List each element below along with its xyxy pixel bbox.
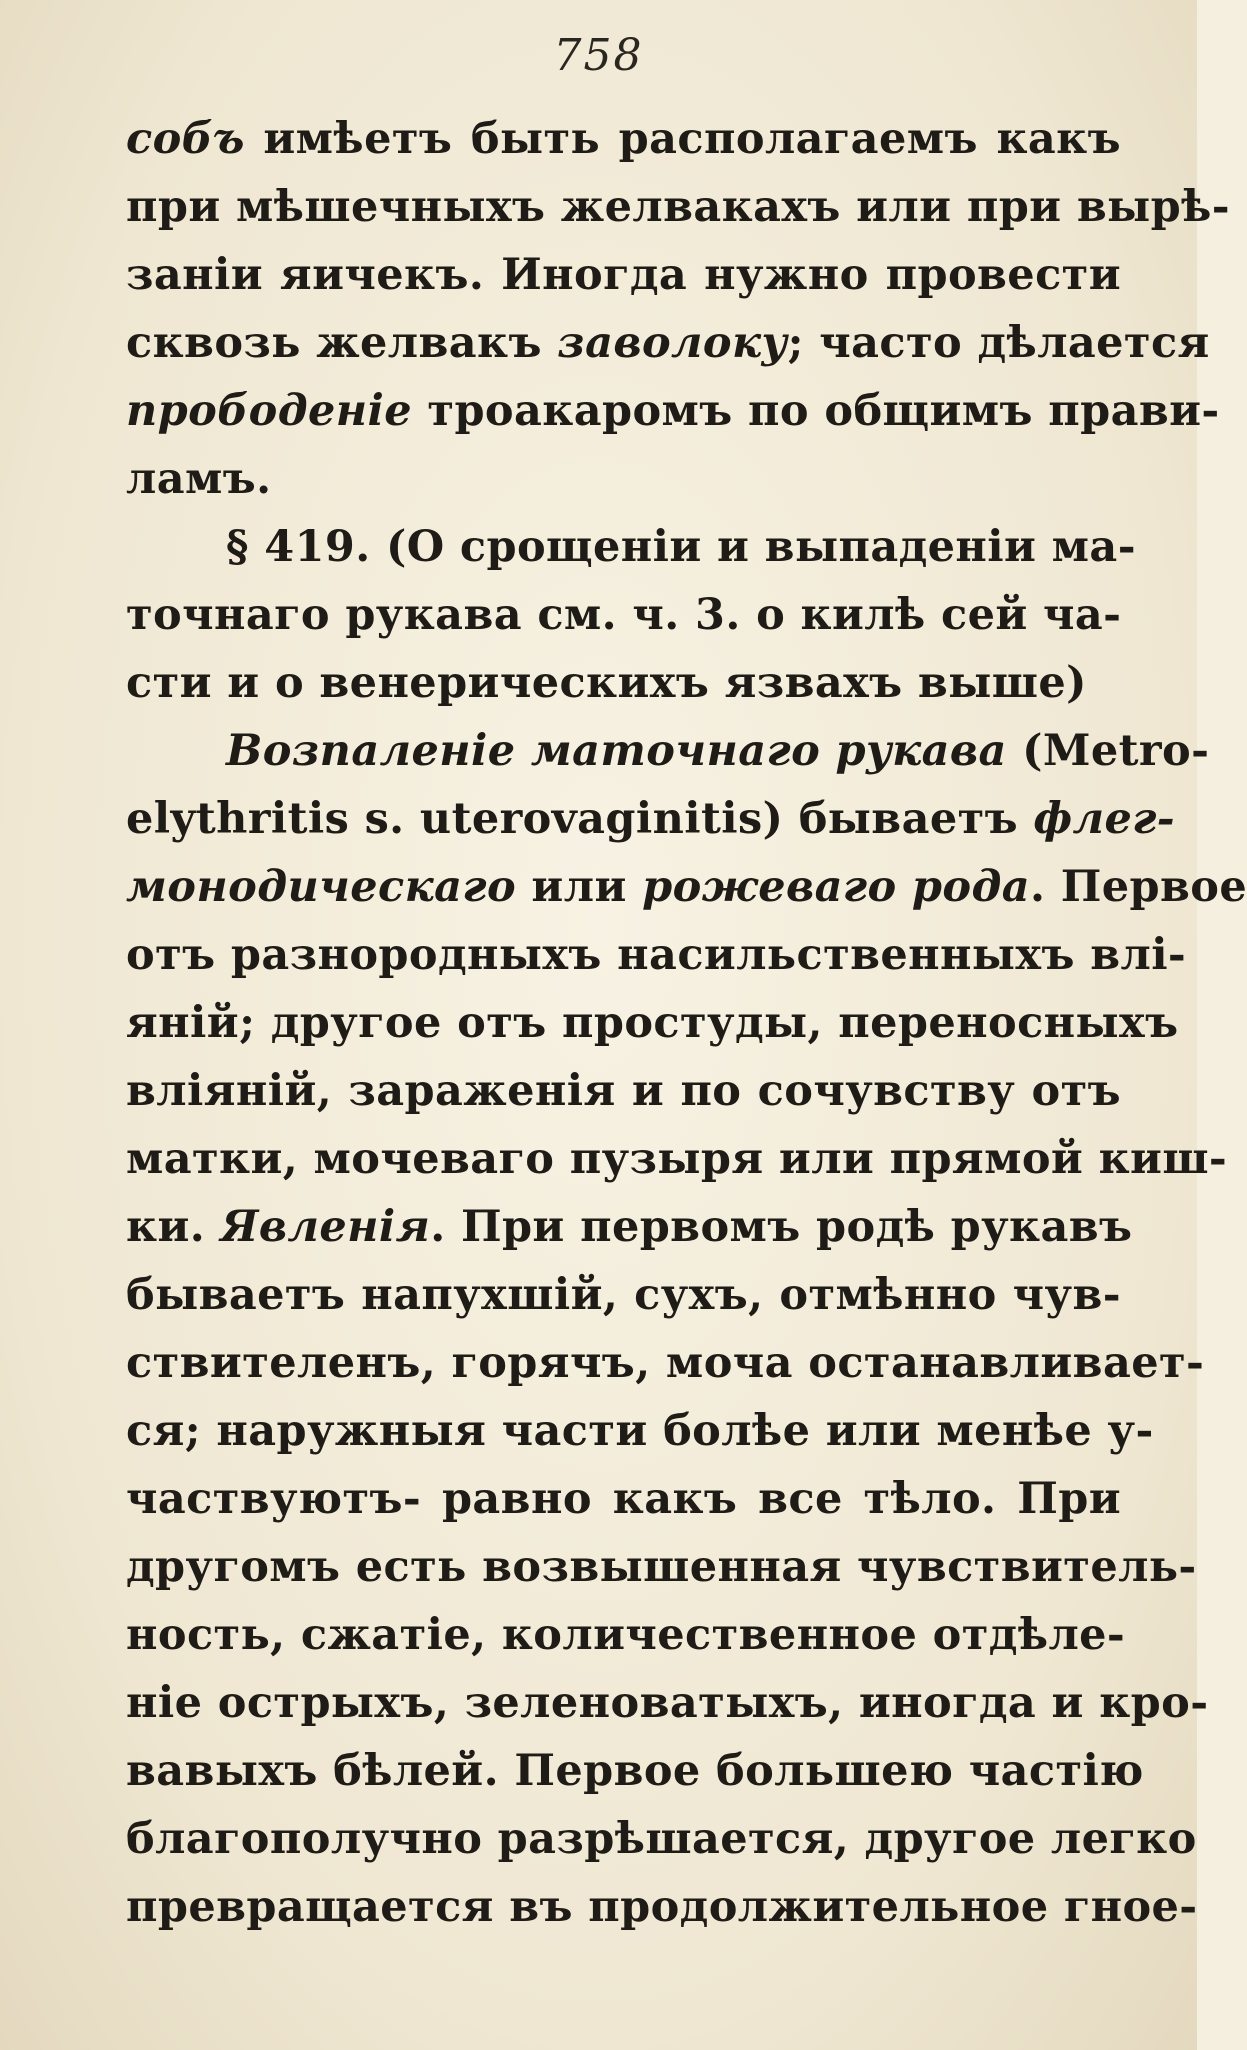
- text-line: [126, 1533, 1197, 1601]
- text-segment: (Metro-: [1006, 726, 1210, 776]
- text-segment: ность, сжатіе, количественное отдѣле-: [126, 1610, 1126, 1660]
- text-segment: точнаго рукава см. ч. 3. о килѣ сей ча-: [126, 590, 1122, 640]
- text-segment: матки, мочеваго пузыря или прямой киш-: [126, 1134, 1228, 1184]
- text-segment: при мѣшечныхъ желвакахъ или при вырѣ-: [126, 182, 1230, 232]
- text-segment: заніи яичекъ. Иногда нужно провести: [126, 250, 1121, 300]
- text-segment: превращается въ продолжительное гное-: [126, 1882, 1198, 1932]
- text-segment: сти и о венерическихъ язвахъ выше): [126, 658, 1087, 708]
- text-line: [126, 1329, 1205, 1397]
- text-segment: elythritis s. uterovaginitis) бываетъ: [126, 794, 1034, 844]
- text-segment: ніе острыхъ, зеленоватыхъ, иногда и кро-: [126, 1678, 1209, 1728]
- text-segment: § 419. (О срощеніи и выпаденіи ма-: [226, 522, 1136, 572]
- text-line: [126, 1465, 1121, 1533]
- text-line: [126, 241, 1121, 309]
- text-segment: ки.: [126, 1202, 221, 1252]
- text-segment: . Первое: [1030, 862, 1247, 912]
- text-line: [126, 1601, 1126, 1669]
- italic-text: заволоку: [557, 318, 788, 368]
- text-line: [126, 921, 1187, 989]
- text-segment: ; часто дѣлается: [787, 318, 1210, 368]
- text-line: [126, 853, 1247, 921]
- text-line: [126, 309, 1210, 377]
- italic-text: Явленія: [220, 1202, 431, 1252]
- text-segment: троакаромъ по общимъ прави-: [412, 386, 1220, 436]
- text-line: [126, 1057, 1121, 1125]
- text-segment: частвуютъ- равно какъ все тѣло. При: [126, 1474, 1121, 1524]
- page-number: 758: [553, 30, 644, 81]
- text-line: [126, 1193, 1133, 1261]
- text-line: [126, 649, 1121, 717]
- text-line: [126, 1397, 1154, 1465]
- text-line: [126, 1737, 1144, 1805]
- text-segment: имѣетъ быть располагаемъ какъ: [244, 114, 1121, 164]
- text-segment: ламъ.: [126, 454, 272, 504]
- text-segment: или: [516, 862, 643, 912]
- italic-text: флег-: [1033, 794, 1176, 844]
- italic-text: прободеніе: [126, 386, 413, 436]
- text-line: [126, 445, 1121, 513]
- italic-text: Возпаленіе маточнаго рукава: [226, 726, 1007, 776]
- text-line: [126, 1261, 1121, 1329]
- text-line: [126, 105, 1121, 173]
- text-segment: вліяній, зараженія и по сочувству отъ: [126, 1066, 1121, 1116]
- text-line: [126, 989, 1179, 1057]
- text-segment: отъ разнородныхъ насильственныхъ влі-: [126, 930, 1187, 980]
- text-segment: ствителенъ, горячъ, моча останавливает-: [126, 1338, 1205, 1388]
- text-segment: другомъ есть возвышенная чувствитель-: [126, 1542, 1197, 1592]
- text-line: [126, 1669, 1209, 1737]
- text-line: [126, 785, 1176, 853]
- text-segment: ся; наружныя части болѣе или менѣе у-: [126, 1406, 1154, 1456]
- text-line: [126, 1125, 1228, 1193]
- text-line: [126, 1873, 1198, 1941]
- italic-text: монодическаго: [126, 862, 517, 912]
- text-segment: яній; другое отъ простуды, переносныхъ: [126, 998, 1179, 1048]
- text-line: [126, 377, 1220, 445]
- text-segment: бываетъ напухшій, сухъ, отмѣнно чув-: [126, 1270, 1121, 1320]
- text-line: [126, 581, 1121, 649]
- text-line: [126, 1805, 1197, 1873]
- text-line: [126, 173, 1230, 241]
- text-segment: сквозь желвакъ: [126, 318, 558, 368]
- text-line: [126, 717, 1210, 785]
- italic-text: рожеваго рода: [642, 862, 1031, 912]
- body-text: [126, 105, 1247, 1941]
- text-segment: . При первомъ родѣ рукавъ: [430, 1202, 1133, 1252]
- text-segment: благополучно разрѣшается, другое легко: [126, 1814, 1197, 1864]
- text-segment: вавыхъ бѣлей. Первое большею частію: [126, 1746, 1144, 1796]
- text-line: [126, 513, 1136, 581]
- italic-text: собъ: [126, 114, 245, 164]
